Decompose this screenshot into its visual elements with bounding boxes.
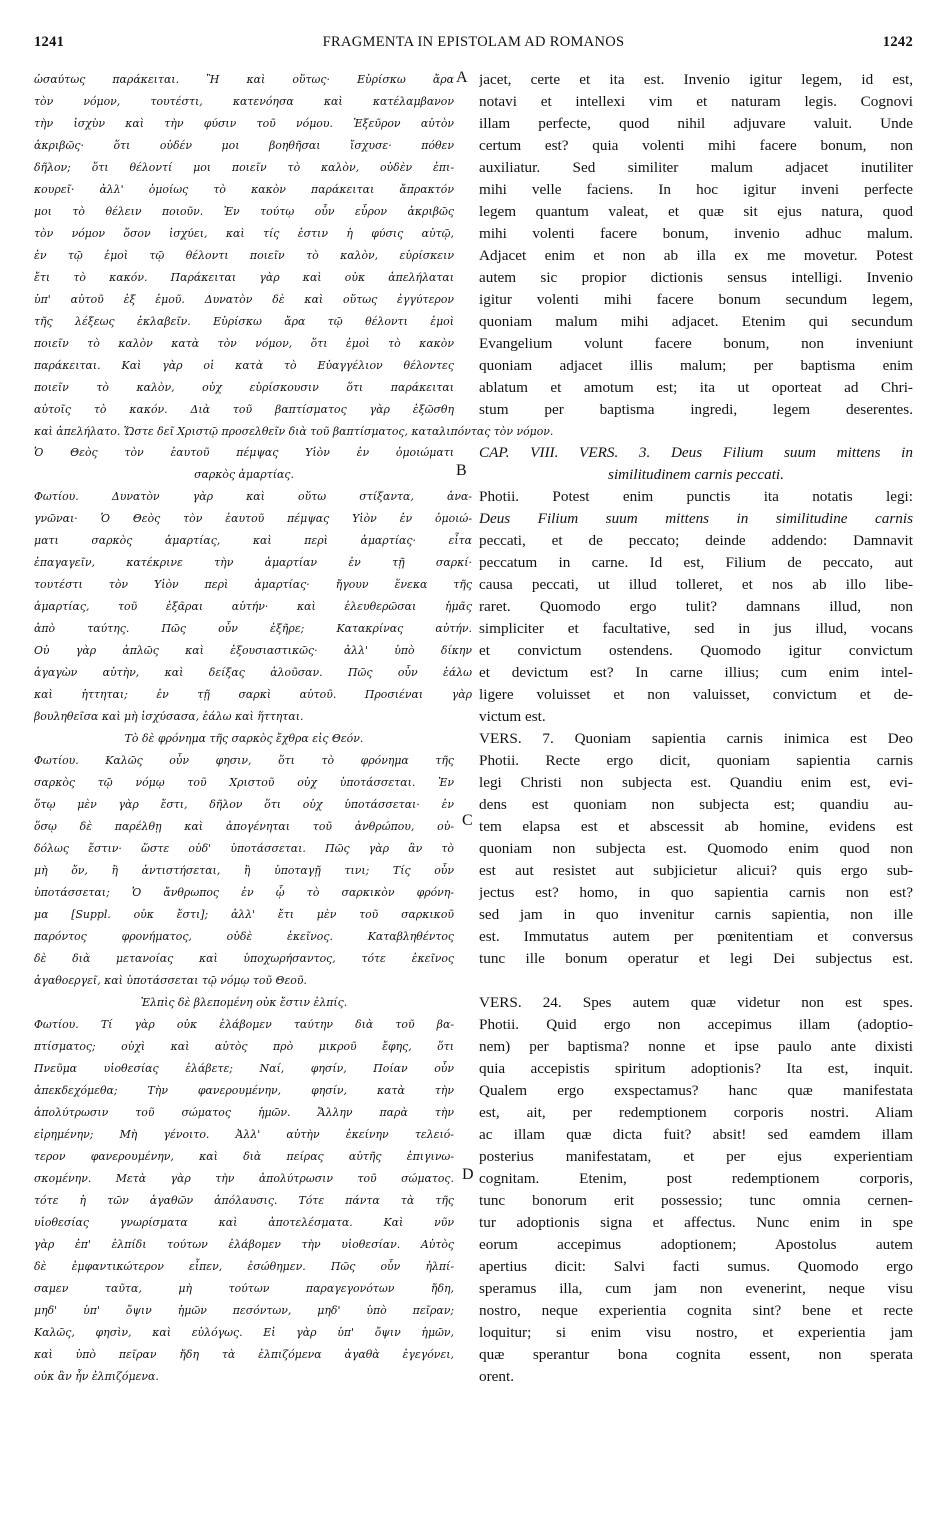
text-line: γὰρ ἐπ' ἐλπίδι τούτων ἐλάβομεν τὴν υἱοθεσίαν. Αὐτὸς <box>34 1238 454 1251</box>
text-line: CAP. VIII. VERS. 3. Deus Filium suum mittens in <box>479 444 913 461</box>
text-line: est aut resistet aut subjicietur alicui? quis ergo sub- <box>479 862 913 879</box>
text-line: ἀκριβῶς· ὅτι οὐδέν μοι βοηθῆσαι ἴσχυσε· πόθεν <box>34 139 454 152</box>
text-line: apertius dicit: Salvi facti sumus. Quomodo ergo <box>479 1258 913 1275</box>
text-line: τουτέστι τὸν Υἱὸν περὶ ἁμαρτίας· ἤγουν ἕνεκα τῆς <box>34 578 472 591</box>
text-line: quoniam adjacet illis malum; per baptisma enim <box>479 357 913 374</box>
text-line: ac illam quæ dicta fuit? absit! sed eamdem illam <box>479 1126 913 1143</box>
text-line: nostro, neque experientia cognita sint? bene et recte <box>479 1302 913 1319</box>
text-line: ἀπὸ ταύτης. Πῶς οὖν ἐξῆρε; Κατακρίνας αὐτήν. <box>34 622 472 635</box>
text-line: ματι σαρκὸς ἁμαρτίας, καὶ περὶ ἁμαρτίας· εἶτα <box>34 534 472 547</box>
text-line: posterius manifestatam, et per ejus experientiam <box>479 1148 913 1165</box>
text-line: victum est. <box>479 708 546 725</box>
text-line: παράκειται. Καὶ γὰρ οἱ κατὰ τὸ Εὐαγγέλιον θέλοντες <box>34 359 454 372</box>
text-line: ἐπαγαγεῖν, κατέκρινε τὴν ἁμαρτίαν ἐν τῇ σαρκί· <box>34 556 472 569</box>
text-line: δὲ διὰ μετανοίας καὶ ὑποχωρήσαντος, τότε ἐκεῖνος <box>34 952 454 965</box>
greek-lemma-1 <box>34 442 472 486</box>
text-line: VERS. 24. Spes autem quæ videtur non est spes. <box>479 994 913 1011</box>
text-line: μα [Suppl. οὐκ ἔστι]; ἀλλ' ἔτι μὲν τοῦ σαρκικοῦ <box>34 908 454 921</box>
text-line: raret. Quomodo ergo tulit? damnans illud, non <box>479 598 913 615</box>
text-line: πτίσματος; οὐχὶ καὶ αὐτὸς πρὸ μικροῦ ἔφης, ὅτι <box>34 1040 454 1053</box>
latin-lemma-1 <box>479 442 913 486</box>
text-line: et convictum ostendens. Quomodo igitur convictum <box>479 642 913 659</box>
text-line: illam perfecte, quod nihil adjuvare valuit. Unde <box>479 115 913 132</box>
spacer <box>479 421 913 442</box>
text-line: Φωτίου. Καλῶς οὖν φησιν, ὅτι τὸ φρόνημα τῆς <box>34 754 454 767</box>
text-line: αὐτοῖς τὸ κακόν. Διὰ τοῦ βαπτίσματος γὰρ ἐξῶσθη <box>34 403 454 416</box>
text-line: est, ait, per redemptionem corporis nostri. Aliam <box>479 1104 913 1121</box>
text-line: γνῶναι· Ὁ Θεὸς τὸν ἑαυτοῦ πέμψας Υἱὸν ἐν ὁμοιώ- <box>34 512 472 525</box>
text-line: σαρκὸς τῷ νόμῳ τοῦ Χριστοῦ οὐχ ὑποτάσσεται. Ἐν <box>34 776 454 789</box>
text-line: τῆς λέξεως ἐκλαβεῖν. Εὑρίσκω ἄρα τῷ θέλοντι ἐμοὶ <box>34 315 454 328</box>
text-line: jectus est? homo, in quo sapientia carnis non est? <box>479 884 913 901</box>
text-line: mihi velle faciens. In hoc igitur inveni perfecte <box>479 181 913 198</box>
greek-passage-2 <box>34 486 472 728</box>
text-line: sed jam in quo invenitur carnis sapientia, non ille <box>479 906 913 923</box>
text-line: δὲ ἐμφαντικώτερον εἶπεν, ἐσώθημεν. Πῶς οὖν ἠλπί- <box>34 1260 454 1273</box>
greek-passage-4 <box>34 1014 472 1388</box>
margin-letter-a: A <box>456 69 468 86</box>
text-line: ὡσαύτως παράκειται. Ἢ καὶ οὕτως· Εὑρίσκω ἄρα <box>34 73 454 86</box>
text-line: ἔτι τὸ κακόν. Παράκειται γὰρ καὶ οὐκ ἀπελήλαται <box>34 271 454 284</box>
margin-letter-c: C <box>462 812 473 829</box>
text-line: κουρεῖ· ἀλλ' ὁμοίως τὸ κακὸν παράκειται ἄπρακτόν <box>34 183 454 196</box>
greek-passage-3 <box>34 750 472 992</box>
text-line: Evangelium volunt facere bonum, non inveniunt <box>479 335 913 352</box>
latin-passage-2 <box>479 486 913 728</box>
text-line: υἱοθεσίας γνωρίσματα καὶ ἀποτελέσματα. Καὶ νῦν <box>34 1216 454 1229</box>
text-line: παρόντος φρονήματος, οὐδὲ ἐκεῖνος. Καταβληθέντος <box>34 930 454 943</box>
text-line: ἀπολύτρωσιν τοῦ σώματος ἡμῶν. Ἄλλην παρὰ τὴν <box>34 1106 454 1119</box>
text-line: tur adoptionis signa et affectus. Nunc enim in spe <box>479 1214 913 1231</box>
text-line: tunc ille bonum operatur et legi Dei subjectus est. <box>479 950 913 967</box>
text-line: μὴ ὄν, ἢ ἀντιστήσεται, ἢ ὑποταγῇ τινι; Τίς οὖν <box>34 864 454 877</box>
text-line: Οὐ γὰρ ἁπλῶς καὶ ἐξουσιαστικῶς· ἀλλ' ὑπὸ δίκην <box>34 644 472 657</box>
text-line: mihi volenti facere bonum, invenio adhuc malum. <box>479 225 913 242</box>
text-line: εἰρημένην; Μὴ γένοιτο. Ἀλλ' αὐτὴν ἐκείνην τελειό- <box>34 1128 454 1141</box>
text-line: ὅτῳ μὲν γὰρ ἔστι, δῆλον ὅτι οὐχ ὑποτάσσεται· ἐν <box>34 798 454 811</box>
text-line: ligere voluisset et non valuisset, convictum et de- <box>479 686 913 703</box>
spacer <box>479 970 913 992</box>
text-line: Adjacet enim et non ab illa ex me movetur. Potest <box>479 247 913 264</box>
text-line: καὶ ὑπὸ πεῖραν ἤδη τὰ ἐλπιζόμενα ἀγαθὰ ἐγεγόνει, <box>34 1348 454 1361</box>
margin-letter-d: D <box>462 1166 474 1183</box>
text-line: legem quantum valeat, et quæ sit ejus natura, quod <box>479 203 913 220</box>
page-number-left: 1241 <box>34 34 65 50</box>
text-line: τότε ἡ τῶν ἀγαθῶν ἀπόλαυσις. Τότε πάντα τὰ τῆς <box>34 1194 454 1207</box>
text-line: Πνεῦμα υἱοθεσίας ἐλάβετε; Ναί, φησίν, Ποίαν οὖν <box>34 1062 454 1075</box>
text-line: autem sic propior dictionis sensus intelligi. Invenio <box>479 269 913 286</box>
text-line: peccati, et de peccato; deinde addendo: Damnavit <box>479 532 913 549</box>
text-line: notavi et intellexi vim et naturam legis. Cognovi <box>479 93 913 110</box>
text-line: ὅσῳ δὲ παρέλθῃ καὶ ἀπογένηται τοῦ ἀνθρώπου, οὐ- <box>34 820 454 833</box>
latin-passage-3 <box>479 728 913 970</box>
text-line: Deus Filium suum mittens in similitudine carnis <box>479 510 913 527</box>
greek-fullwidth-line: καὶ ἀπελήλατο. Ὥστε δεῖ Χριστῷ προσελθεῖν διὰ τοῦ βαπτίσματος, καταλιπόντας τὸν νόμον. <box>34 425 554 438</box>
text-line: Ὁ Θεὸς τὸν ἑαυτοῦ πέμψας Υἱὸν ἐν ὁμοιώματι <box>34 446 454 459</box>
text-line: τὸν νόμον ὅσον ἰσχύει, καὶ τίς ἐστιν ἡ φύσις αὐτῷ, <box>34 227 454 240</box>
text-line: Φωτίου. Δυνατὸν γὰρ καὶ οὕτω στίξαντα, ἀνα- <box>34 490 472 503</box>
text-line: τὴν ἰσχὺν καὶ τὴν φύσιν τοῦ νόμου. Ἐξεῦρον αὐτὸν <box>34 117 454 130</box>
text-line: dens est quoniam non subjecta est; quandiu au- <box>479 796 913 813</box>
text-line: Καλῶς, φησὶν, καὶ εὐλόγως. Εἰ γὰρ ὑπ' ὄψιν ἡμῶν, <box>34 1326 454 1339</box>
latin-passage-1 <box>479 69 913 421</box>
text-line: Φωτίου. Τί γὰρ οὐκ ἐλάβομεν ταύτην διὰ τοῦ βα- <box>34 1018 454 1031</box>
text-line: cognitam. Etenim, post redemptionem corporis, <box>479 1170 913 1187</box>
text-line: μηδ' ὑπ' ὄψιν ἡμῶν πεσόντων, μηδ' ὑπὸ πεῖραν; <box>34 1304 454 1317</box>
text-line: ἁμαρτίας, τοῦ ἐξᾶραι αὐτήν· καὶ ἐλευθερῶσαι ἡμᾶς <box>34 600 472 613</box>
text-line: igitur volenti mihi facere bonum secundum legem, <box>479 291 913 308</box>
text-line: ἀγαθοεργεῖ, καὶ ὑποτάσσεται τῷ νόμῳ τοῦ Θεοῦ. <box>34 974 307 987</box>
text-line: quoniam non subjecta est. Quomodo enim quod non <box>479 840 913 857</box>
text-line: certum est? quia volenti mihi facere bonum, non <box>479 137 913 154</box>
text-line: ablatum et amotum est; ita ut oporteat ad Chri- <box>479 379 913 396</box>
text-line: simpliciter et facultative, sed in jus illud, vocans <box>479 620 913 637</box>
text-line: et devictum est? In carne illius; cum enim intel- <box>479 664 913 681</box>
text-line: δῆλον; ὅτι θέλοντί μοι ποιεῖν τὸ καλὸν, οὐδὲν ἐπι- <box>34 161 454 174</box>
text-line: jacet, certe et ita est. Invenio igitur legem, id est, <box>479 71 913 88</box>
text-line: ποιεῖν τὸ καλὸν, οὐχ εὑρίσκουσιν ὅτι παράκειται <box>34 381 454 394</box>
greek-lemma-2: Τὸ δὲ φρόνημα τῆς σαρκὸς ἔχθρα εἰς Θεόν. <box>124 732 364 745</box>
text-line: καὶ ἡττηται; ἐν τῇ σαρκὶ αὐτοῦ. Προσιέναι γὰρ <box>34 688 472 701</box>
text-line: legi Christi non subjecta est. Quandiu enim est, evi- <box>479 774 913 791</box>
text-line: ποιεῖν τὸ καλὸν κατὰ τὸν νόμον, ὅτι ἐμοὶ τὸ κακὸν <box>34 337 454 350</box>
text-line: loquitur; si enim visu nostro, et experientia jam <box>479 1324 913 1341</box>
text-line: auxiliatur. Sed similiter malum adjacet inutiliter <box>479 159 913 176</box>
text-line: σαρκὸς ἁμαρτίας. <box>194 468 294 481</box>
text-line: causa peccati, ut illud tolleret, et nos ab illo libe- <box>479 576 913 593</box>
text-line: δόλως ἔστιν· ὥστε οὐδ' ὑποτάσσεται. Πῶς γὰρ ἂν τὸ <box>34 842 454 855</box>
text-line: orent. <box>479 1368 515 1385</box>
page-number-right: 1242 <box>882 34 913 50</box>
text-line: quæ sperantur bona cognita essent, non sperata <box>479 1346 913 1363</box>
text-line: ὑποτάσσεται; Ὁ ἄνθρωπος ἐν ᾧ τὸ σαρκικὸν φρόνη- <box>34 886 454 899</box>
greek-passage-1 <box>34 69 472 421</box>
text-line: ὑπ' αὐτοῦ ἐξ ἐμοῦ. Δυνατὸν δὲ καὶ οὕτως ἐγγύτερον <box>34 293 454 306</box>
text-line: τερον φανερουμένην, καὶ διὰ πείρας αὐτῆς ἐπιγινω- <box>34 1150 454 1163</box>
text-line: tem elapsa est et abscessit ab homine, evidens est <box>479 818 913 835</box>
text-line: Photii. Potest enim punctis ita notatis legi: <box>479 488 913 505</box>
text-line: quia accepistis spiritum adoptionis? Ita est, inquit. <box>479 1060 913 1077</box>
text-line: σαμεν ταῦτα, μὴ τούτων παραγεγονότων ἤδη, <box>34 1282 454 1295</box>
text-line: est. Immutatus autem per pœnitentiam et conversus <box>479 928 913 945</box>
text-line: eorum accepimus adoptionem; Apostolus autem <box>479 1236 913 1253</box>
text-line: quoniam malum mihi adjacet. Etenim qui secundum <box>479 313 913 330</box>
text-line: Photii. Recte ergo dicit, quoniam sapientia carnis <box>479 752 913 769</box>
latin-column <box>479 69 913 1388</box>
latin-passage-4 <box>479 992 913 1388</box>
running-title: FRAGMENTA IN EPISTOLAM AD ROMANOS <box>322 34 625 50</box>
text-line: ἀγαγὼν αὐτὴν, καὶ δείξας ἁλοῦσαν. Πῶς οὖν ἑάλω <box>34 666 472 679</box>
text-line: stum per baptisma ingredi, legem deserentes. <box>479 401 913 418</box>
margin-letter-b: B <box>456 462 467 479</box>
text-line: ἀπεκδεχόμεθα; Τὴν φανερουμένην, φησίν, κατὰ τὴν <box>34 1084 454 1097</box>
text-line: ἐν τῷ ἐμοὶ τῷ θέλοντι ποιεῖν τὸ καλὸν, εὑρίσκειν <box>34 249 454 262</box>
text-line: VERS. 7. Quoniam sapientia carnis inimica est Deo <box>479 730 913 747</box>
text-line: τὸν νόμον, τουτέστι, κατενόησα καὶ κατέλαμβανον <box>34 95 454 108</box>
page-header <box>34 34 913 54</box>
text-line: μοι τὸ θέλειν ποιοῦν. Ἐν τούτῳ οὖν εὗρον ἀκριβῶς <box>34 205 454 218</box>
text-line: nem) per baptisma? nonne et ipse paulo ante dixisti <box>479 1038 913 1055</box>
text-line: βουληθεῖσα καὶ μὴ ἰσχύσασα, ἑάλω καὶ ἥττηται. <box>34 710 304 723</box>
text-line: σκομένην. Μετὰ γὰρ τὴν ἀπολύτρωσιν τοῦ σώματος. <box>34 1172 454 1185</box>
text-line: οὐκ ἂν ἦν ἐλπιζόμενα. <box>34 1370 159 1383</box>
text-line: tunc bonorum erit possessio; tunc omnia cernen- <box>479 1192 913 1209</box>
text-line: Photii. Quid ergo non accepimus illam (adoptio- <box>479 1016 913 1033</box>
text-line: similitudinem carnis peccati. <box>608 466 784 483</box>
text-line: Qualem ergo exspectamus? hanc quæ manifestata <box>479 1082 913 1099</box>
text-line: speramus illa, cum jam non evenerint, neque visu <box>479 1280 913 1297</box>
text-line: peccatum in carne. Id est, Filium de peccato, aut <box>479 554 913 571</box>
greek-lemma-3: Ἐλπὶς δὲ βλεπομένη οὐκ ἔστιν ἐλπίς. <box>140 996 348 1009</box>
